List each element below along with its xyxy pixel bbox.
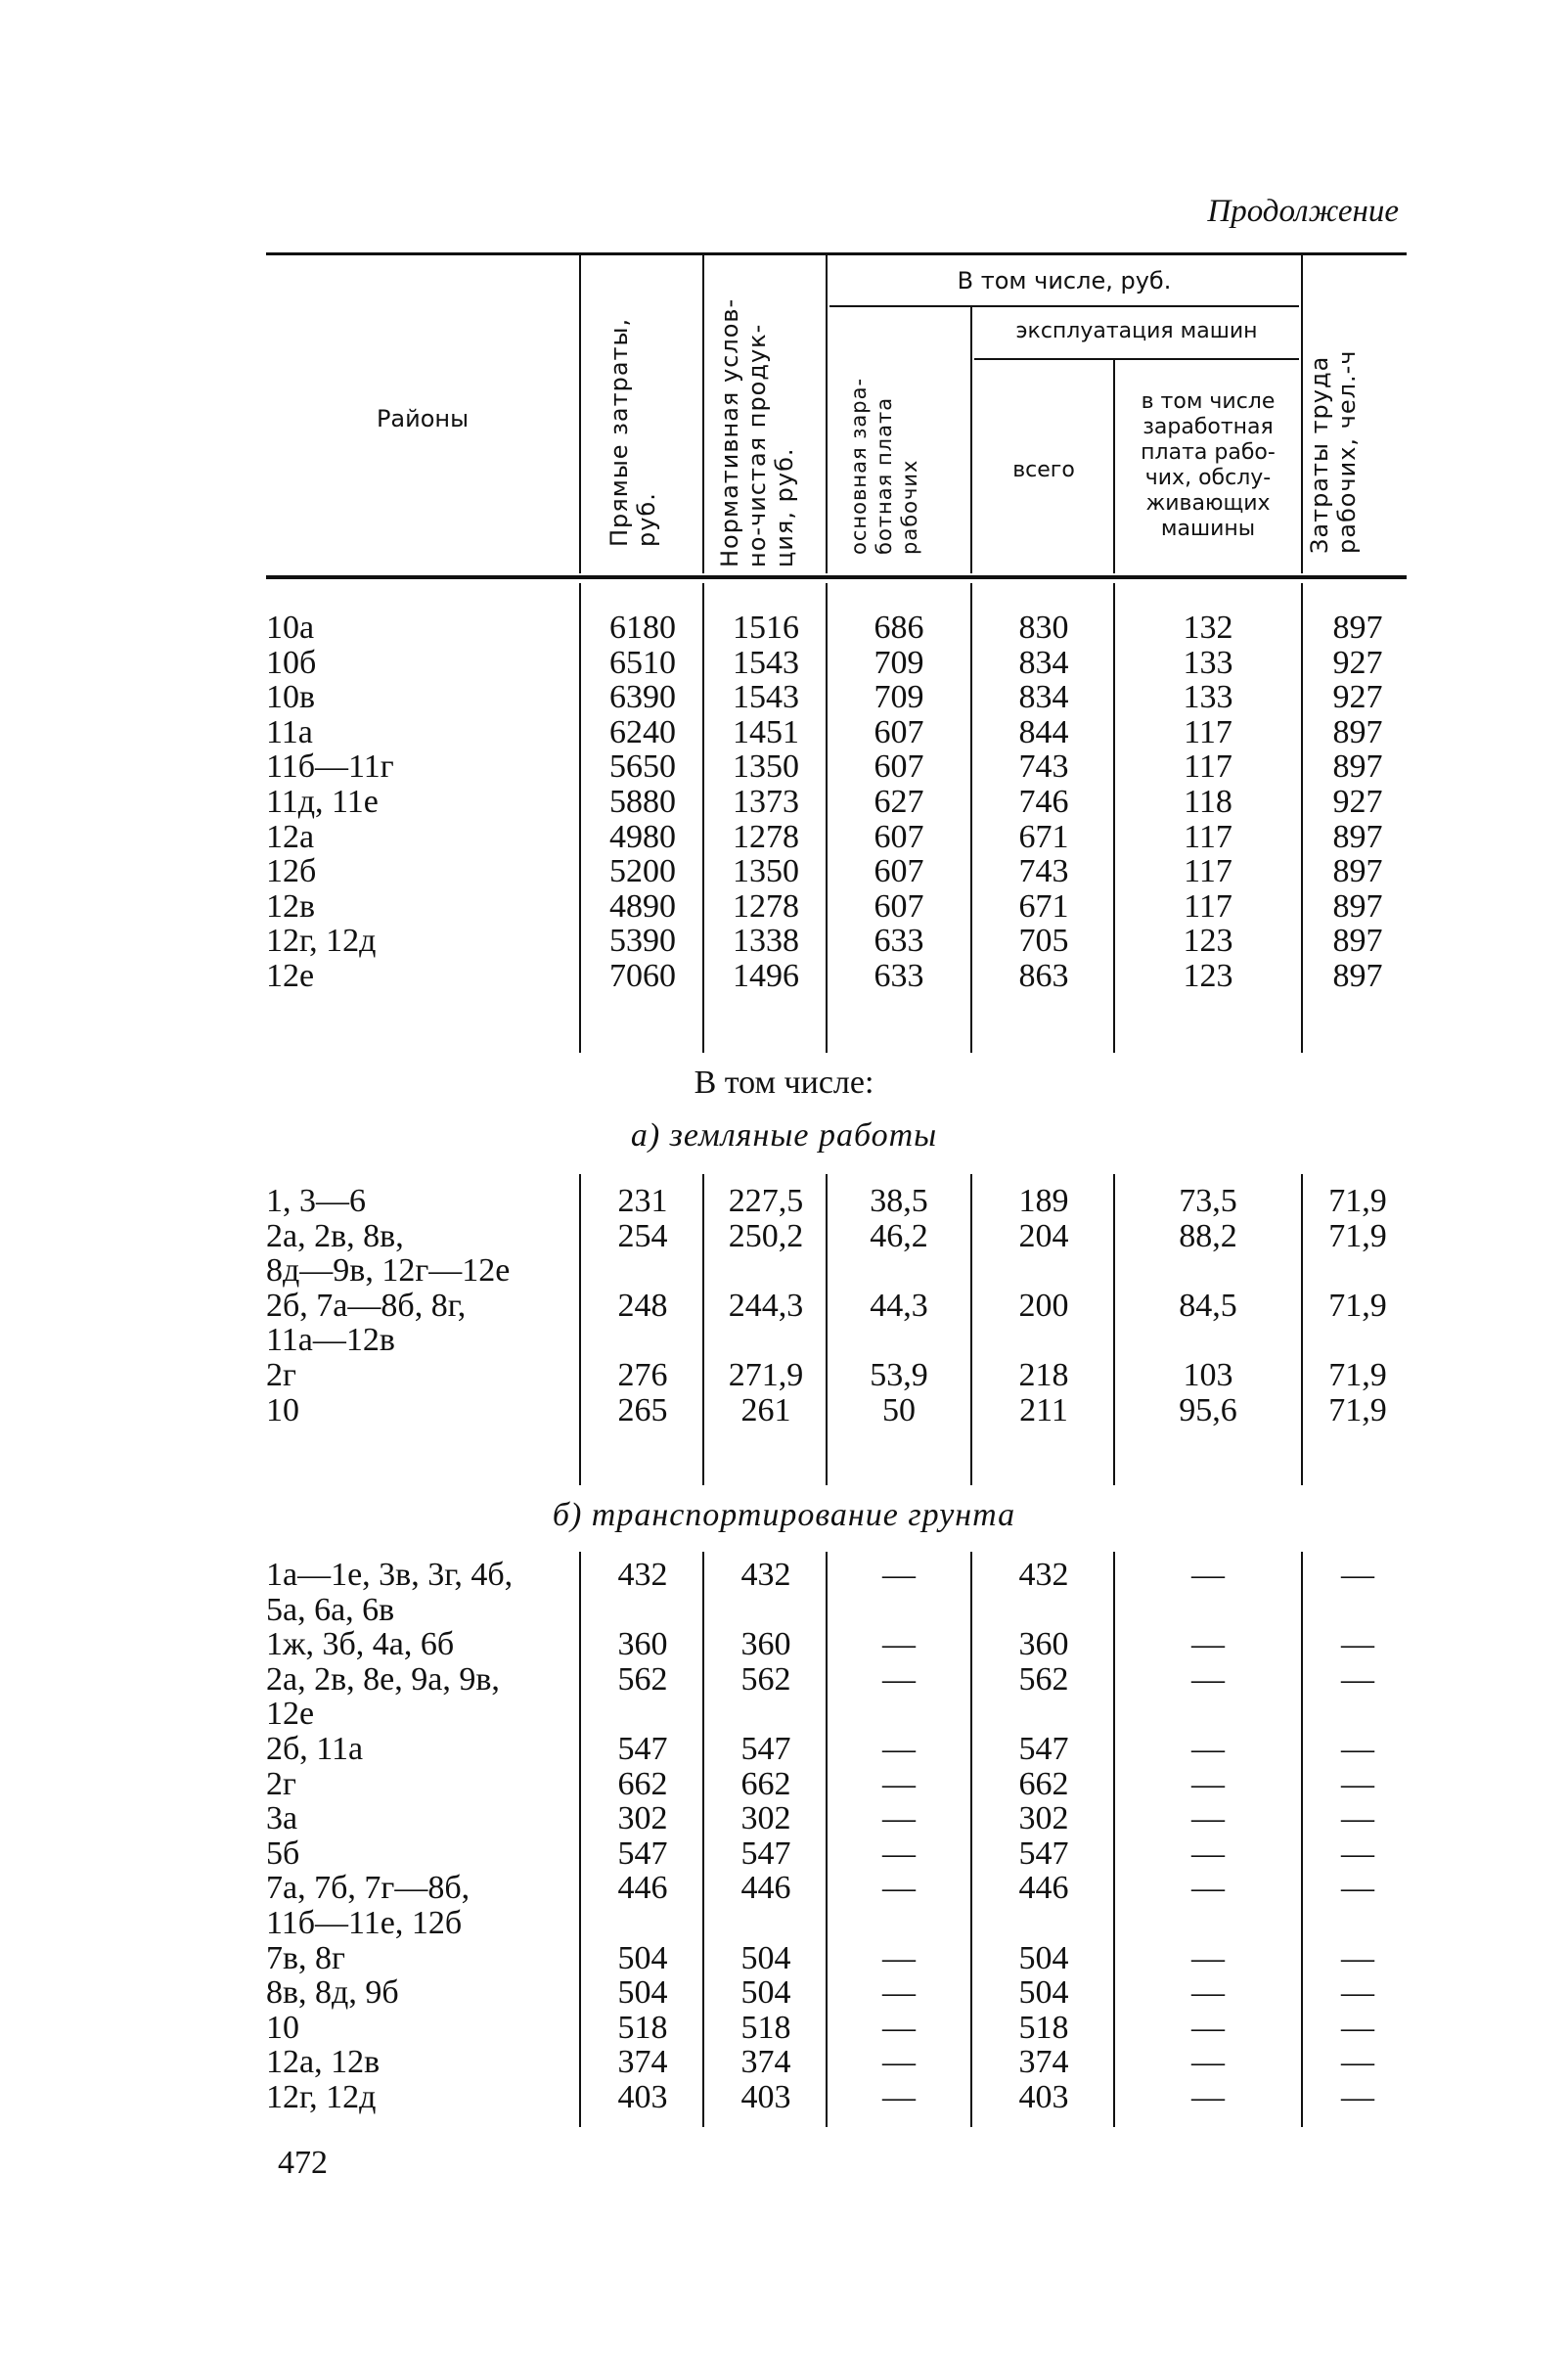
direct-costs-cell: 4980 <box>609 818 676 855</box>
normative-cell: 1543 <box>733 679 799 716</box>
machine-total-cell: 743 <box>1018 853 1069 890</box>
header-machine-operation: эксплуатация машин <box>1015 319 1258 343</box>
region-cell: 2г <box>266 1357 296 1393</box>
machine-wages-cell: 117 <box>1184 748 1232 786</box>
machine-total-cell: 518 <box>1018 2009 1069 2046</box>
table-row-continuation <box>0 1253 1568 1289</box>
machine-total-cell: 200 <box>1018 1287 1069 1324</box>
machine-wages-cell: 73,5 <box>1179 1183 1237 1219</box>
table-row <box>0 820 1568 855</box>
region-cell: 12б <box>266 853 317 890</box>
normative-cell: 1543 <box>733 644 799 681</box>
normative-cell: 1496 <box>733 958 799 994</box>
base-wages-cell: 633 <box>874 923 924 960</box>
machine-total-cell: 547 <box>1018 1835 1069 1872</box>
base-wages-cell: 607 <box>874 853 924 890</box>
machine-wages-cell: — <box>1191 1800 1225 1837</box>
normative-cell: 227,5 <box>728 1183 804 1219</box>
section-a-title: а) земляные работы <box>630 1117 938 1154</box>
labor-cell: — <box>1341 2009 1374 2046</box>
column-divider <box>1301 1552 1303 2127</box>
normative-cell: 432 <box>740 1557 791 1593</box>
base-wages-cell: — <box>882 1800 916 1837</box>
direct-costs-cell: 562 <box>617 1660 668 1698</box>
column-divider <box>702 583 704 1053</box>
direct-costs-cell: 231 <box>617 1183 668 1219</box>
column-divider <box>1301 1174 1303 1485</box>
machine-total-cell: 834 <box>1018 679 1069 716</box>
direct-costs-cell: 374 <box>617 2044 668 2081</box>
machine-total-cell: 302 <box>1018 1800 1069 1837</box>
labor-cell: 71,9 <box>1328 1217 1387 1254</box>
table-row <box>0 1941 1568 1976</box>
machine-wages-cell: — <box>1191 1870 1225 1907</box>
machine-total-cell: 844 <box>1018 713 1069 750</box>
direct-costs-cell: 662 <box>617 1765 668 1802</box>
direct-costs-cell: 5200 <box>609 853 676 890</box>
region-cell: 12в <box>266 887 316 925</box>
region-cell: 1а—1е, 3в, 3г, 4б, <box>266 1557 514 1593</box>
labor-cell: 897 <box>1332 610 1383 646</box>
machine-total-cell: 211 <box>1019 1391 1068 1428</box>
machine-total-cell: 671 <box>1018 887 1069 925</box>
table-row <box>0 2080 1568 2115</box>
table-row-continuation <box>0 1697 1568 1732</box>
table-row <box>0 1393 1568 1428</box>
base-wages-cell: 709 <box>874 644 924 681</box>
region-cell: 2б, 11а <box>266 1731 364 1767</box>
labor-cell: 897 <box>1332 748 1383 786</box>
machine-wages-cell: — <box>1191 1765 1225 1802</box>
header-incl-wages: в том числе заработная плата рабо-чих, обслу-живающих машины <box>1141 389 1276 541</box>
region-cell: 2а, 2в, 8в, <box>266 1217 404 1254</box>
labor-cell: 897 <box>1332 923 1383 960</box>
normative-cell: 360 <box>740 1626 791 1663</box>
base-wages-cell: — <box>882 2079 916 2115</box>
base-wages-cell: — <box>882 1835 916 1872</box>
machine-total-cell: 562 <box>1018 1660 1069 1698</box>
machine-total-cell: 360 <box>1018 1626 1069 1663</box>
base-wages-cell: 607 <box>874 713 924 750</box>
machine-total-cell: 671 <box>1018 818 1069 855</box>
machine-wages-cell: 123 <box>1183 958 1233 994</box>
machine-wages-cell: — <box>1191 1974 1225 2012</box>
labor-cell: — <box>1341 1870 1374 1907</box>
normative-cell: 1278 <box>733 887 799 925</box>
labor-cell: — <box>1341 1974 1374 2012</box>
labor-cell: — <box>1341 1626 1374 1663</box>
header-direct-costs: Прямые затраты, руб. <box>605 317 660 547</box>
machine-total-cell: 705 <box>1018 923 1069 960</box>
machine-wages-cell: — <box>1191 1731 1225 1767</box>
table-row <box>0 1836 1568 1872</box>
region-cell: 10в <box>266 679 316 716</box>
base-wages-cell: — <box>882 1557 916 1593</box>
header-divider-6 <box>1301 254 1303 573</box>
machine-total-cell: 189 <box>1018 1183 1069 1219</box>
column-divider <box>702 1552 704 2127</box>
direct-costs-cell: 254 <box>617 1217 668 1254</box>
labor-cell: — <box>1341 1939 1374 1976</box>
machine-total-cell: 403 <box>1018 2079 1069 2115</box>
header-divider-1 <box>579 254 581 573</box>
machine-wages-cell: 132 <box>1183 610 1233 646</box>
direct-costs-cell: 5650 <box>609 748 676 786</box>
machine-wages-cell: 133 <box>1183 679 1233 716</box>
labor-cell: — <box>1341 1765 1374 1802</box>
normative-cell: 504 <box>740 1939 791 1976</box>
machines-rule <box>974 358 1299 360</box>
machine-wages-cell: — <box>1191 2044 1225 2081</box>
labor-cell: 71,9 <box>1328 1391 1387 1428</box>
region-cell: 5а, 6а, 6в <box>266 1591 395 1628</box>
direct-costs-cell: 504 <box>617 1939 668 1976</box>
machine-wages-cell: — <box>1191 1626 1225 1663</box>
normative-cell: 244,3 <box>728 1287 804 1324</box>
base-wages-cell: 50 <box>882 1391 916 1428</box>
header-labor: Затраты труда рабочих, чел.-ч <box>1306 349 1361 554</box>
base-wages-cell: — <box>882 1731 916 1767</box>
labor-cell: 71,9 <box>1328 1287 1387 1324</box>
direct-costs-cell: 504 <box>617 1974 668 2012</box>
table-row <box>0 680 1568 715</box>
labor-cell: 897 <box>1332 818 1383 855</box>
column-divider <box>826 1174 828 1485</box>
direct-costs-cell: 265 <box>617 1391 668 1428</box>
table-row-continuation <box>0 1906 1568 1941</box>
region-cell: 7в, 8г <box>266 1939 345 1976</box>
header-region: Районы <box>376 405 470 432</box>
base-wages-cell: 38,5 <box>870 1183 928 1219</box>
table-row <box>0 889 1568 925</box>
normative-cell: 562 <box>740 1660 791 1698</box>
machine-wages-cell: — <box>1191 1557 1225 1593</box>
normative-cell: 261 <box>740 1391 791 1428</box>
header-divider-3 <box>826 254 828 573</box>
table-row <box>0 1558 1568 1593</box>
machine-total-cell: 432 <box>1018 1557 1069 1593</box>
machine-wages-cell: 84,5 <box>1179 1287 1237 1324</box>
machine-wages-cell: 117 <box>1184 713 1232 750</box>
base-wages-cell: — <box>882 2044 916 2081</box>
region-cell: 1, 3—6 <box>266 1183 366 1219</box>
machine-wages-cell: 118 <box>1184 784 1232 820</box>
machine-total-cell: 746 <box>1018 784 1069 820</box>
normative-cell: 1338 <box>733 923 799 960</box>
direct-costs-cell: 446 <box>617 1870 668 1907</box>
direct-costs-cell: 403 <box>617 2079 668 2115</box>
machine-wages-cell: — <box>1191 1660 1225 1698</box>
normative-cell: 1451 <box>733 713 799 750</box>
normative-cell: 504 <box>740 1974 791 2012</box>
labor-cell: 897 <box>1332 853 1383 890</box>
machine-wages-cell: 117 <box>1184 818 1232 855</box>
labor-cell: — <box>1341 1660 1374 1698</box>
machine-wages-cell: 95,6 <box>1179 1391 1237 1428</box>
table-row <box>0 1219 1568 1254</box>
direct-costs-cell: 4890 <box>609 887 676 925</box>
normative-cell: 250,2 <box>728 1217 804 1254</box>
direct-costs-cell: 302 <box>617 1800 668 1837</box>
direct-costs-cell: 547 <box>617 1731 668 1767</box>
base-wages-cell: 44,3 <box>870 1287 928 1324</box>
base-wages-cell: — <box>882 2009 916 2046</box>
machine-wages-cell: 123 <box>1183 923 1233 960</box>
table-row <box>0 749 1568 785</box>
labor-cell: 897 <box>1332 958 1383 994</box>
normative-cell: 547 <box>740 1731 791 1767</box>
top-rule <box>266 252 1407 255</box>
machine-total-cell: 218 <box>1018 1357 1069 1393</box>
region-cell: 11б—11е, 12б <box>266 1905 463 1941</box>
machine-total-cell: 504 <box>1018 1974 1069 2012</box>
column-divider <box>1113 583 1115 1053</box>
column-divider <box>1113 1174 1115 1485</box>
table-row <box>0 611 1568 646</box>
labor-cell: 71,9 <box>1328 1183 1387 1219</box>
base-wages-cell: — <box>882 1765 916 1802</box>
region-cell: 12е <box>266 958 315 994</box>
column-divider <box>970 1552 972 2127</box>
base-wages-cell: — <box>882 1974 916 2012</box>
base-wages-cell: — <box>882 1870 916 1907</box>
header-normative: Нормативная услов-но-чистая продук-ция, руб. <box>716 297 798 567</box>
incl-rub-rule <box>829 305 1299 307</box>
labor-cell: — <box>1341 2044 1374 2081</box>
region-cell: 10б <box>266 644 317 681</box>
machine-wages-cell: 117 <box>1184 853 1232 890</box>
table-row-continuation <box>0 1593 1568 1628</box>
region-cell: 12а, 12в <box>266 2044 381 2081</box>
region-cell: 8в, 8д, 9б <box>266 1974 399 2012</box>
column-divider <box>579 1174 581 1485</box>
normative-cell: 518 <box>740 2009 791 2046</box>
base-wages-cell: 46,2 <box>870 1217 928 1254</box>
direct-costs-cell: 360 <box>617 1626 668 1663</box>
machine-wages-cell: 133 <box>1183 644 1233 681</box>
normative-cell: 1350 <box>733 853 799 890</box>
direct-costs-cell: 432 <box>617 1557 668 1593</box>
machine-wages-cell: — <box>1191 2079 1225 2115</box>
normative-cell: 271,9 <box>728 1357 804 1393</box>
column-divider <box>1301 583 1303 1053</box>
machine-total-cell: 662 <box>1018 1765 1069 1802</box>
table-row <box>0 1871 1568 1906</box>
direct-costs-cell: 547 <box>617 1835 668 1872</box>
table-row <box>0 2045 1568 2080</box>
column-divider <box>1113 1552 1115 2127</box>
normative-cell: 1350 <box>733 748 799 786</box>
table-row-continuation <box>0 1323 1568 1358</box>
header-divider-5 <box>1113 360 1115 573</box>
section-b-title: б) транспортирование грунта <box>552 1497 1016 1533</box>
table-row <box>0 785 1568 820</box>
labor-cell: 927 <box>1332 784 1383 820</box>
machine-total-cell: 504 <box>1018 1939 1069 1976</box>
column-divider <box>970 1174 972 1485</box>
labor-cell: — <box>1341 2079 1374 2115</box>
labor-cell: 897 <box>1332 887 1383 925</box>
base-wages-cell: — <box>882 1660 916 1698</box>
table-row <box>0 1627 1568 1662</box>
page-number: 472 <box>278 2145 328 2181</box>
column-divider <box>579 1552 581 2127</box>
table-row <box>0 1975 1568 2011</box>
base-wages-cell: — <box>882 1626 916 1663</box>
direct-costs-cell: 6510 <box>609 644 676 681</box>
region-cell: 7а, 7б, 7г—8б, <box>266 1870 470 1907</box>
labor-cell: 927 <box>1332 679 1383 716</box>
table-row <box>0 1184 1568 1219</box>
table-row <box>0 924 1568 959</box>
table-row <box>0 1358 1568 1393</box>
header-bottom-rule <box>266 575 1407 579</box>
direct-costs-cell: 276 <box>617 1357 668 1393</box>
normative-cell: 446 <box>740 1870 791 1907</box>
machine-total-cell: 830 <box>1018 610 1069 646</box>
region-cell: 12г, 12д <box>266 923 377 960</box>
region-cell: 8д—9в, 12г—12е <box>266 1252 511 1290</box>
header-incl-rub: В том числе, руб. <box>957 267 1172 294</box>
labor-cell: 897 <box>1332 713 1383 750</box>
table-row <box>0 646 1568 681</box>
region-cell: 2а, 2в, 8е, 9а, 9в, <box>266 1660 500 1698</box>
region-cell: 10а <box>266 610 315 646</box>
column-divider <box>970 583 972 1053</box>
labor-cell: — <box>1341 1800 1374 1837</box>
column-divider <box>826 1552 828 2127</box>
machine-wages-cell: 88,2 <box>1179 1217 1237 1254</box>
normative-cell: 662 <box>740 1765 791 1802</box>
table-row <box>0 959 1568 994</box>
region-cell: 5б <box>266 1835 300 1872</box>
machine-total-cell: 204 <box>1018 1217 1069 1254</box>
machine-wages-cell: 117 <box>1184 887 1232 925</box>
region-cell: 12е <box>266 1696 315 1733</box>
normative-cell: 547 <box>740 1835 791 1872</box>
direct-costs-cell: 5880 <box>609 784 676 820</box>
labor-cell: 927 <box>1332 644 1383 681</box>
base-wages-cell: 633 <box>874 958 924 994</box>
direct-costs-cell: 518 <box>617 2009 668 2046</box>
region-cell: 11а <box>266 713 313 750</box>
normative-cell: 403 <box>740 2079 791 2115</box>
region-cell: 3а <box>266 1800 298 1837</box>
machine-total-cell: 446 <box>1018 1870 1069 1907</box>
region-cell: 1ж, 3б, 4а, 6б <box>266 1626 455 1663</box>
table-row <box>0 1767 1568 1802</box>
base-wages-cell: 627 <box>874 784 924 820</box>
machine-wages-cell: — <box>1191 1939 1225 1976</box>
machine-total-cell: 863 <box>1018 958 1069 994</box>
normative-cell: 1373 <box>733 784 799 820</box>
machine-wages-cell: 103 <box>1183 1357 1233 1393</box>
table-row <box>0 1289 1568 1324</box>
labor-cell: — <box>1341 1731 1374 1767</box>
region-cell: 2б, 7а—8б, 8г, <box>266 1287 467 1324</box>
incl-label: В том числе: <box>694 1065 874 1101</box>
labor-cell: — <box>1341 1557 1374 1593</box>
direct-costs-cell: 7060 <box>609 958 676 994</box>
machine-total-cell: 374 <box>1018 2044 1069 2081</box>
machine-total-cell: 547 <box>1018 1731 1069 1767</box>
normative-cell: 1278 <box>733 818 799 855</box>
table-row <box>0 1801 1568 1836</box>
region-cell: 11б—11г <box>266 748 394 786</box>
region-cell: 12г, 12д <box>266 2079 377 2115</box>
base-wages-cell: 686 <box>874 610 924 646</box>
base-wages-cell: — <box>882 1939 916 1976</box>
table-row <box>0 715 1568 750</box>
labor-cell: — <box>1341 1835 1374 1872</box>
column-divider <box>826 583 828 1053</box>
region-cell: 2г <box>266 1765 296 1802</box>
normative-cell: 302 <box>740 1800 791 1837</box>
header-divider-4 <box>970 307 972 573</box>
labor-cell: 71,9 <box>1328 1357 1387 1393</box>
column-divider <box>702 1174 704 1485</box>
normative-cell: 374 <box>740 2044 791 2081</box>
machine-total-cell: 834 <box>1018 644 1069 681</box>
machine-wages-cell: — <box>1191 2009 1225 2046</box>
base-wages-cell: 607 <box>874 748 924 786</box>
table-row <box>0 1662 1568 1698</box>
region-cell: 12а <box>266 818 315 855</box>
region-cell: 10 <box>266 1391 299 1428</box>
direct-costs-cell: 6390 <box>609 679 676 716</box>
machine-wages-cell: — <box>1191 1835 1225 1872</box>
table-row <box>0 854 1568 889</box>
base-wages-cell: 709 <box>874 679 924 716</box>
header-divider-2 <box>702 254 704 573</box>
direct-costs-cell: 248 <box>617 1287 668 1324</box>
machine-total-cell: 743 <box>1018 748 1069 786</box>
table-row <box>0 2011 1568 2046</box>
header-total: всего <box>1012 458 1075 482</box>
direct-costs-cell: 6240 <box>609 713 676 750</box>
region-cell: 10 <box>266 2009 299 2046</box>
column-divider <box>579 583 581 1053</box>
region-cell: 11а—12в <box>266 1322 395 1359</box>
table-row <box>0 1732 1568 1767</box>
direct-costs-cell: 6180 <box>609 610 676 646</box>
normative-cell: 1516 <box>733 610 799 646</box>
base-wages-cell: 607 <box>874 818 924 855</box>
direct-costs-cell: 5390 <box>609 923 676 960</box>
base-wages-cell: 607 <box>874 887 924 925</box>
region-cell: 11д, 11е <box>266 784 379 820</box>
header-base-wages: основная зара-ботная плата рабочих <box>847 377 921 555</box>
base-wages-cell: 53,9 <box>870 1357 928 1393</box>
continuation-label: Продолжение <box>1207 194 1399 229</box>
